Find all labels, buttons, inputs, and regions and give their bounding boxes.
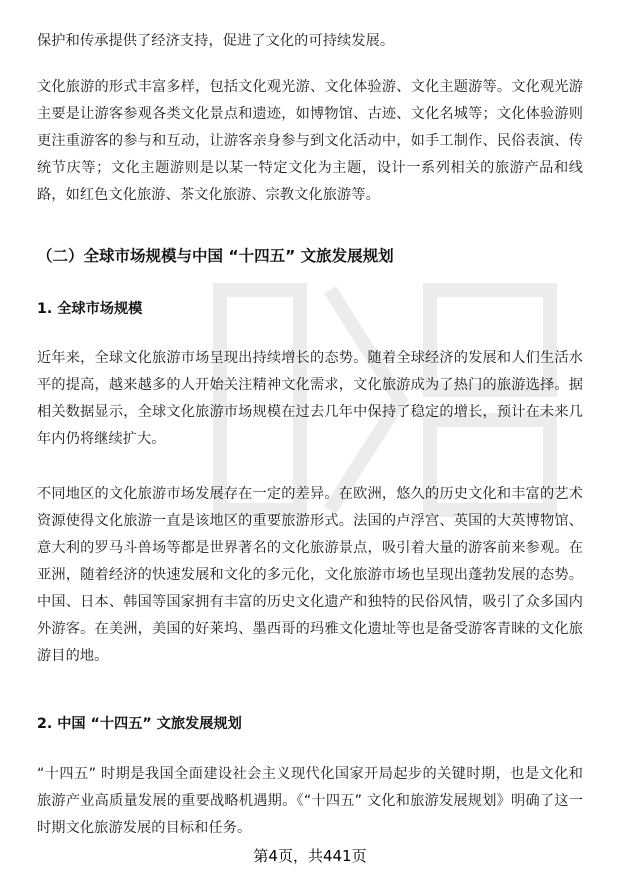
paragraph-cultural-tourism-forms: 文化旅游的形式丰富多样，包括文化观光游、文化体验游、文化主题游等。文化观光游主要是让游客参观各类文化景点和遗迹，如博物馆、古迹、文化名城等；文化体验游则更注重游客的参与和互动，让游客亲身参与到文化活动中，如手工制作、民俗表演、传统节庆等；文化主题游则是以某一特定文化为主题，设计一系列相关的旅游产品和线路，如红色文化旅游、茶文化旅游、宗教文化旅游等。 (37, 79, 583, 203)
paragraph-intro-end: 保护和传承提供了经济支持，促进了文化的可持续发展。 (37, 33, 395, 49)
paragraph-14th-plan: “十四五” 时期是我国全面建设社会主义现代化国家开局起步的关键时期，也是文化和旅游产业高质量发展的重要战略机遇期。《“十四五” 文化和旅游发展规划》明确了这一时期文化旅游发展的目标和任务。 (37, 766, 583, 836)
paragraph-global-market: 近年来，全球文化旅游市场呈现出持续增长的态势。随着全球经济的发展和人们生活水平的提高，越来越多的人开始关注精神文化需求，文化旅游成为了热门的旅游选择。据相关数据显示，全球文化旅游市场规模在过去几年中保持了稳定的增长，预计在未来几年内仍将继续扩大。 (37, 350, 583, 447)
section-heading: （二）全球市场规模与中国 “十四五” 文旅发展规划 (37, 247, 394, 265)
subsection-heading-global-market: 1. 全球市场规模 (37, 301, 143, 317)
page-number: 第4页，共441页 (253, 847, 367, 865)
paragraph-regional-differences: 不同地区的文化旅游市场发展存在一定的差异。在欧洲，悠久的历史文化和丰富的艺术资源使得文化旅游一直是该地区的重要旅游形式。法国的卢浮宫、英国的大英博物馆、意大利的罗马斗兽场等都是世界著名的文化旅游景点，吸引着大量的游客前来参观。在亚洲，随着经济的快速发展和文化的多元化，文化旅游市场也呈现出蓬勃发展的态势。中国、日本、韩国等国家拥有丰富的历史文化遗产和独特的民俗风情，吸引了众多国内外游客。在美洲，美国的好莱坞、墨西哥的玛雅文化遗址等也是备受游客青睐的文化旅游目的地。 (37, 486, 583, 664)
subsection-heading-14th-plan: 2. 中国 “十四五” 文旅发展规划 (37, 716, 242, 732)
